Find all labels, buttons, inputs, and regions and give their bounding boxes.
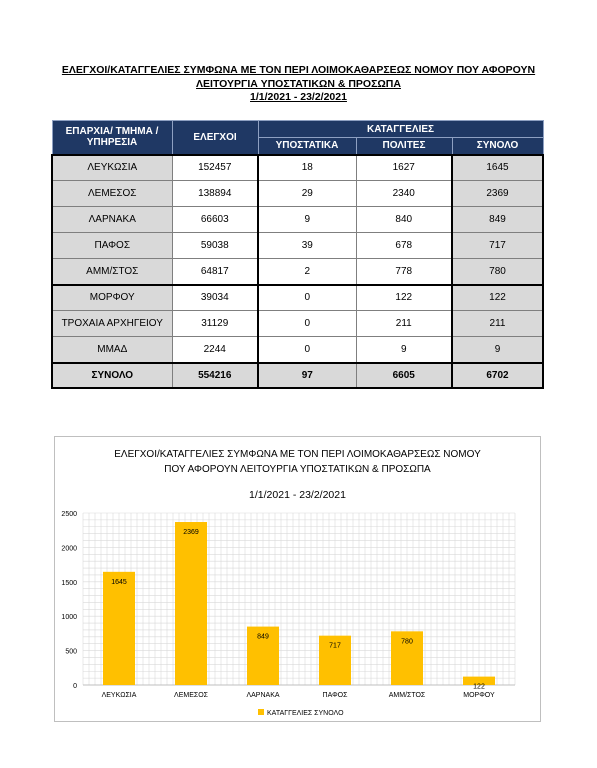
cell-checks: 66603 [172,207,258,233]
table-row [52,181,543,207]
total-citizens: 6605 [356,363,452,388]
cell-citizens: 122 [356,285,452,311]
cell-total: 2369 [452,181,543,207]
header-total: ΣΥΝΟΛΟ [452,138,543,155]
data-label: 780 [401,638,413,646]
title-line-2: ΛΕΙΤΟΥΡΓΙΑ ΥΠΟΣΤΑΤΙΚΩΝ & ΠΡΟΣΩΠΑ [196,77,401,90]
x-tick-label: ΛΕΜΕΣΟΣ [174,692,208,699]
cell-citizens: 840 [356,207,452,233]
cell-premises: 0 [258,311,356,337]
document-title [0,64,597,105]
cell-citizens: 211 [356,311,452,337]
y-tick-label: 2000 [61,545,77,553]
cell-premises: 0 [258,337,356,363]
data-label: 717 [329,642,341,650]
cell-checks: 39034 [172,285,258,311]
data-label: 2369 [183,529,199,537]
y-tick-label: 500 [65,648,77,656]
cell-total: 780 [452,259,543,285]
cell-citizens: 778 [356,259,452,285]
cell-name: ΤΡΟΧΑΙΑ ΑΡΧΗΓΕΙΟΥ [52,311,172,337]
cell-premises: 29 [258,181,356,207]
cell-premises: 39 [258,233,356,259]
chart-title-line-1: ΕΛΕΓΧΟΙ/ΚΑΤΑΓΓΕΛΙΕΣ ΣΥΜΦΩΝΑ ΜΕ ΤΟΝ ΠΕΡΙ ΛΟΙΜΟΚΑΘΑΡΣΕΩΣ ΝΟΜΟΥ [114,449,481,460]
header-citizens: ΠΟΛΙΤΕΣ [356,138,452,155]
cell-total: 717 [452,233,543,259]
cell-premises: 9 [258,207,356,233]
cell-checks: 64817 [172,259,258,285]
cell-premises: 2 [258,259,356,285]
header-complaints: ΚΑΤΑΓΓΕΛΙΕΣ [258,121,543,138]
cell-premises: 0 [258,285,356,311]
cell-checks: 2244 [172,337,258,363]
cell-citizens: 2340 [356,181,452,207]
cell-premises: 18 [258,155,356,181]
y-tick-label: 0 [73,683,77,690]
cell-total: 211 [452,311,543,337]
cell-checks: 152457 [172,155,258,181]
total-name: ΣΥΝΟΛΟ [52,363,172,388]
cell-checks: 31129 [172,311,258,337]
x-tick-label: ΛΑΡΝΑΚΑ [246,692,280,699]
cell-total: 122 [452,285,543,311]
cell-name: ΜΟΡΦΟΥ [52,285,172,311]
chart-title-line-2: ΠΟΥ ΑΦΟΡΟΥΝ ΛΕΙΤΟΥΡΓΙΑ ΥΠΟΣΤΑΤΙΚΩΝ & ΠΡΟΣΩΠΑ [164,464,431,475]
x-tick-label: ΠΑΦΟΣ [322,692,348,699]
total-total: 6702 [452,363,543,388]
cell-total: 9 [452,337,543,363]
table-body [52,155,543,388]
y-tick-label: 1000 [61,614,77,622]
y-tick-label: 1500 [61,579,77,587]
cell-citizens: 9 [356,337,452,363]
table-row [52,207,543,233]
cell-total: 1645 [452,155,543,181]
x-tick-label: ΛΕΥΚΩΣΙΑ [101,692,137,699]
cell-name: ΛΑΡΝΑΚΑ [52,207,172,233]
chart-container [54,436,541,722]
bar-1 [175,522,207,685]
data-label: 1645 [111,578,127,586]
cell-citizens: 1627 [356,155,452,181]
cell-citizens: 678 [356,233,452,259]
table-row [52,337,543,363]
header-district: ΕΠΑΡΧΙΑ/ ΤΜΗΜΑ / ΥΠΗΡΕΣΙΑ [52,121,172,155]
cell-checks: 59038 [172,233,258,259]
table-row [52,311,543,337]
cell-name: ΛΕΜΕΣΟΣ [52,181,172,207]
chart-subtitle: 1/1/2021 - 23/2/2021 [249,489,346,501]
table-row [52,259,543,285]
bar-chart [55,437,542,723]
cell-checks: 138894 [172,181,258,207]
header-premises: ΥΠΟΣΤΑΤΙΚΑ [258,138,356,155]
title-date-range: 1/1/2021 - 23/2/2021 [250,91,347,103]
title-line-1: ΕΛΕΓΧΟΙ/ΚΑΤΑΓΓΕΛΙΕΣ ΣΥΜΦΩΝΑ ΜΕ ΤΟΝ ΠΕΡΙ ΛΟΙΜΟΚΑΘΑΡΣΕΩΣ ΝΟΜΟΥ ΠΟΥ ΑΦΟΡΟΥΝ [61,64,536,76]
cell-name: ΠΑΦΟΣ [52,233,172,259]
legend-swatch [258,709,264,715]
summary-table [51,120,544,389]
x-tick-label: ΜΟΡΦΟΥ [463,692,495,699]
table-row [52,233,543,259]
cell-name: ΑΜΜ/ΣΤΟΣ [52,259,172,285]
table-row [52,155,543,181]
x-tick-label: ΑΜΜ/ΣΤΟΣ [388,692,426,699]
cell-total: 849 [452,207,543,233]
header-checks: ΕΛΕΓΧΟΙ [172,121,258,155]
bar-0 [103,572,135,685]
cell-name: ΜΜΑΔ [52,337,172,363]
legend-label: ΚΑΤΑΓΓΕΛΙΕΣ ΣΥΝΟΛΟ [267,710,344,717]
total-checks: 554216 [172,363,258,388]
y-tick-label: 2500 [61,511,77,518]
table-total-row [52,363,543,388]
data-label: 849 [257,633,269,641]
total-premises: 97 [258,363,356,388]
data-label: 122 [473,683,485,691]
table-row [52,285,543,311]
cell-name: ΛΕΥΚΩΣΙΑ [52,155,172,181]
